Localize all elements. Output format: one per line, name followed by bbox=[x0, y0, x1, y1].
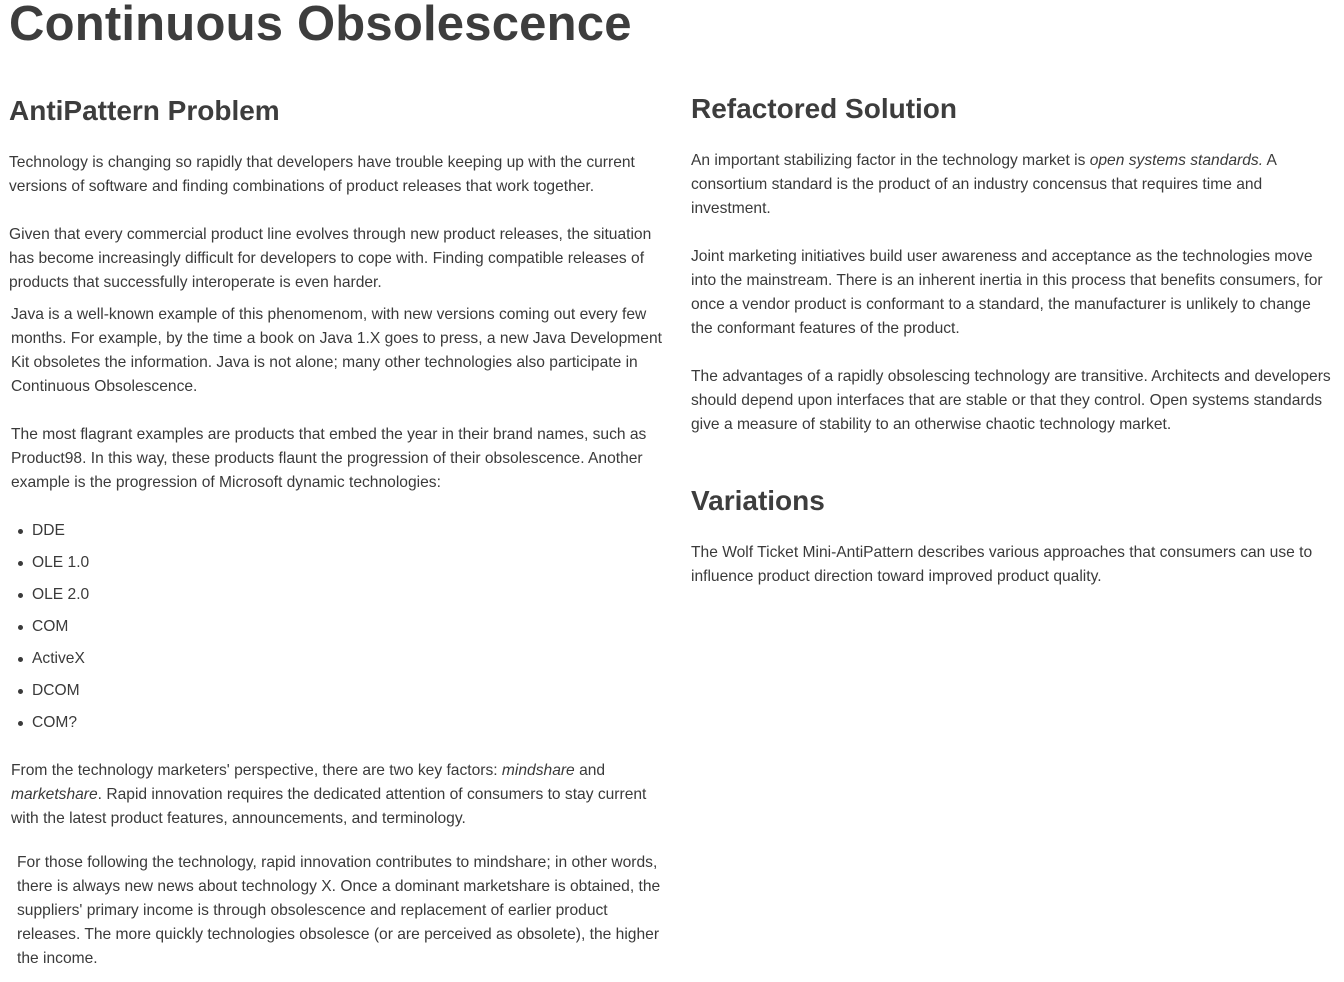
solution-paragraph-2: Joint marketing initiatives build user awareness and acceptance as the technologies move into the mainstream. There is an inherent inertia in this process that benefits consumers, for once a vendor product is conformant to a standard, the manufacturer is unlikely to change the conformant features of the product. bbox=[691, 248, 1323, 337]
list-item: OLE 1.0 bbox=[32, 551, 89, 583]
page-title: Continuous Obsolescence bbox=[9, 0, 632, 51]
problem-paragraph-3: Java is a well-known example of this phenomenom, with new versions coming out every few months. For example, by the time a book on Java 1.X goes to press, a new Java Development Kit obsoletes the information. Java is not alone; many other technologies also participate in Continuous Obsolescence. bbox=[11, 306, 662, 395]
variations-paragraph-1: The Wolf Ticket Mini-AntiPattern describes various approaches that consumers can use to influence product direction toward improved product quality. bbox=[691, 544, 1313, 585]
bullet-icon bbox=[18, 689, 23, 694]
solution-paragraph-3: The advantages of a rapidly obsolescing technology are transitive. Architects and developers should depend upon interfaces that are stable or that they control. Open systems standards give a measure of stability to an otherwise chaotic technology market. bbox=[691, 368, 1331, 433]
list-item: OLE 2.0 bbox=[32, 583, 89, 615]
problem-paragraph-4: The most flagrant examples are products that embed the year in their brand names, such as Product98. In this way, these products flaunt the progression of their obsolescence. Another example is the progression of Microsoft dynamic technologies: bbox=[11, 426, 647, 491]
list-item: DDE bbox=[32, 519, 89, 551]
list-item: ActiveX bbox=[32, 647, 89, 679]
microsoft-technologies-list bbox=[11, 519, 89, 743]
bullet-icon bbox=[18, 657, 23, 662]
refactored-solution-heading: Refactored Solution bbox=[691, 93, 958, 124]
list-item: COM? bbox=[32, 711, 89, 743]
problem-paragraph-6: For those following the technology, rapid innovation contributes to mindshare; in other words, there is always new news about technology X. Once a dominant marketshare is obtained, the suppliers' primary income is through obsolescence and replacement of earlier product releases. The more quickly technologies obsolesce (or are perceived as obsolete), the higher the income. bbox=[17, 854, 661, 967]
list-item: DCOM bbox=[32, 679, 89, 711]
bullet-icon bbox=[18, 561, 23, 566]
variations-heading: Variations bbox=[691, 485, 825, 516]
bullet-icon bbox=[18, 625, 23, 630]
problem-paragraph-1: Technology is changing so rapidly that developers have trouble keeping up with the current versions of software and finding combinations of product releases that work together. bbox=[9, 154, 635, 195]
problem-paragraph-2: Given that every commercial product line evolves through new product releases, the situation has become increasingly difficult for developers to cope with. Finding compatible releases of products that successfully interoperate is even harder. bbox=[9, 226, 652, 291]
antipattern-problem-heading: AntiPattern Problem bbox=[9, 95, 280, 126]
list-item: COM bbox=[32, 615, 89, 647]
bullet-icon bbox=[18, 593, 23, 598]
problem-paragraph-5: From the technology marketers' perspective, there are two key factors: mindshare and marketshare. Rapid innovation requires the dedicated attention of consumers to stay current with the latest product features, announcements, and terminology. bbox=[11, 762, 647, 827]
bullet-icon bbox=[18, 529, 23, 534]
solution-paragraph-1: An important stabilizing factor in the technology market is open systems standards. A consortium standard is the product of an industry concensus that requires time and investment. bbox=[691, 152, 1277, 217]
bullet-icon bbox=[18, 721, 23, 726]
